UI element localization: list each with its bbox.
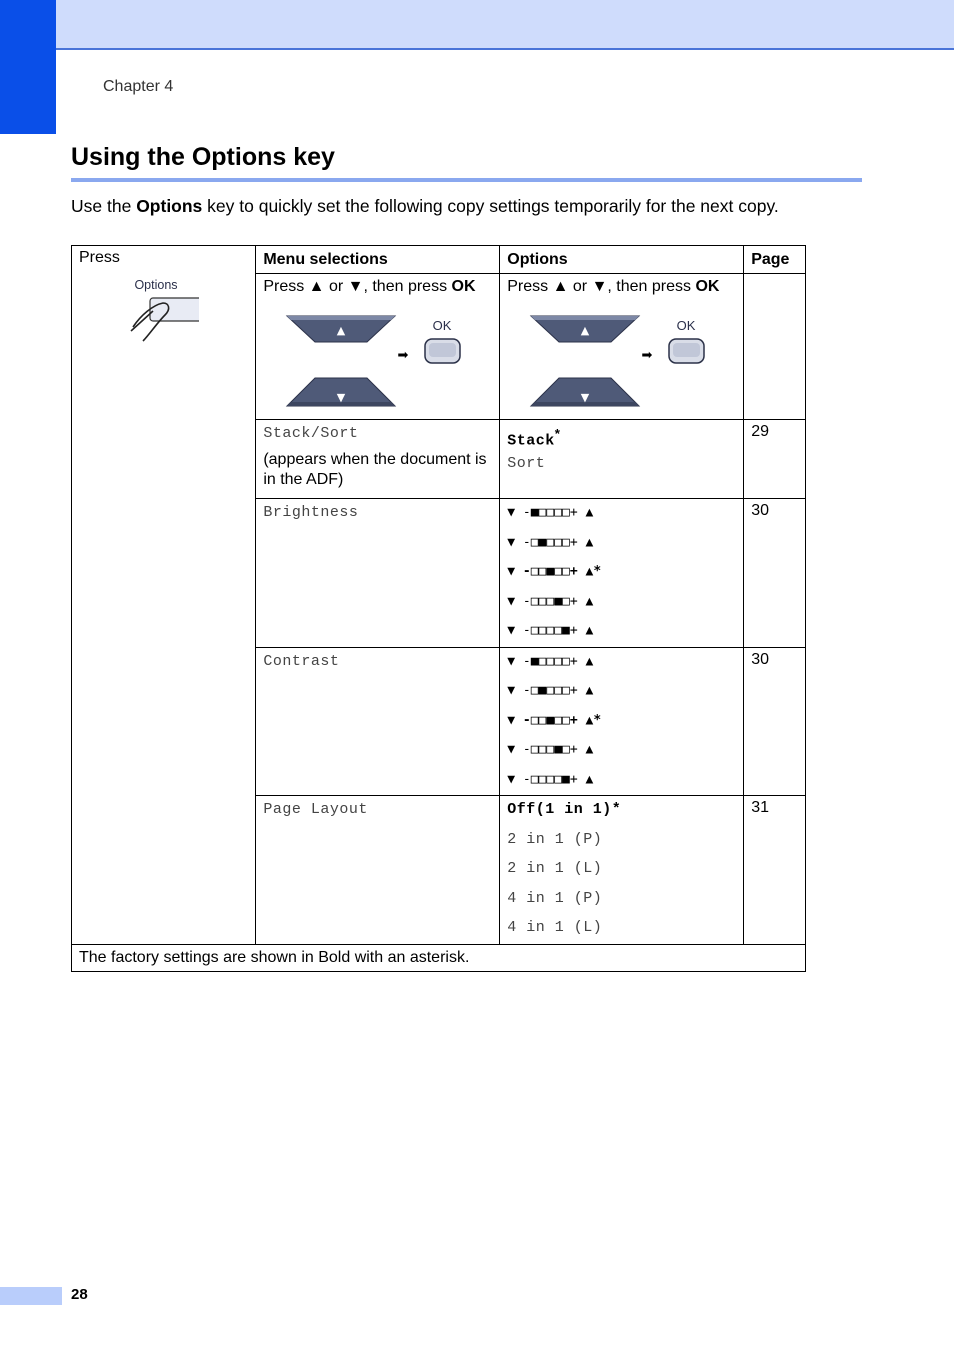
- navigation-keys-illustration-2: [507, 302, 717, 417]
- table-header-row: [72, 246, 806, 274]
- svg-text:▼: ▼: [581, 391, 590, 404]
- page-layout-option-4: 4 in 1 (L): [507, 919, 603, 936]
- page-layout-options-cell: [500, 796, 744, 945]
- stack-sort-menu: Stack/Sort: [263, 425, 359, 442]
- contrast-level-4: ▼ -□□□■□+ ▲: [507, 742, 594, 757]
- menu-instruction: Press ▲ or ▼, then press OK: [263, 278, 476, 295]
- header-press: [72, 246, 256, 945]
- contrast-level-5: ▼ -□□□□■+ ▲: [507, 771, 594, 787]
- footer-note-row: [72, 944, 806, 971]
- title-underline: [71, 178, 862, 182]
- header-options: Options: [500, 246, 744, 274]
- contrast-level-1: ▼ -■□□□□+ ▲: [507, 653, 594, 669]
- brightness-menu-cell: [256, 499, 500, 648]
- page-layout-page-cell: [744, 796, 806, 945]
- page-layout-option-3: 4 in 1 (P): [507, 889, 603, 907]
- contrast-page: 30: [751, 650, 769, 668]
- press-label: Press: [79, 249, 120, 266]
- navigation-keys-illustration: [263, 302, 473, 417]
- ok-key-label: OK: [432, 318, 452, 333]
- svg-text:OK: OK: [676, 318, 696, 333]
- brightness-page-cell: [744, 499, 806, 648]
- svg-text:▼: ▼: [337, 391, 346, 404]
- options-table: [71, 245, 806, 972]
- svg-text:▲: ▲: [581, 324, 590, 337]
- intro-key: Options: [136, 196, 203, 216]
- brightness-level-2: ▼ -□■□□□+ ▲: [507, 534, 594, 550]
- page-layout-menu-cell: [256, 796, 500, 945]
- options-instruction-cell: [500, 274, 744, 420]
- brightness-level-5: ▼ -□□□□■+ ▲: [507, 623, 594, 638]
- stack-sort-options-cell: [500, 420, 744, 499]
- page-number: 28: [71, 1286, 88, 1303]
- stack-sort-note: (appears when the document is in the ADF): [263, 450, 487, 488]
- brightness-level-3: ▼ -□□■□□+ ▲*: [507, 564, 602, 579]
- contrast-options-cell: [500, 647, 744, 796]
- page-layout-option-1: 2 in 1 (P): [507, 830, 603, 848]
- brightness-options-cell: [500, 499, 744, 648]
- option-sort: Sort: [507, 454, 546, 472]
- brightness-page: 30: [751, 502, 769, 519]
- instruction-page-cell: [744, 274, 806, 420]
- chapter-tab-block: [0, 0, 56, 134]
- option-stack: Stack*: [507, 426, 560, 450]
- contrast-menu: Contrast: [263, 652, 340, 670]
- brightness-level-4: ▼ -□□□■□+ ▲: [507, 593, 594, 609]
- header-page: Page: [744, 246, 806, 274]
- stack-sort-menu-cell: [256, 420, 500, 499]
- page-layout-menu: Page Layout: [263, 801, 368, 818]
- svg-text:➡: ➡: [397, 348, 409, 363]
- intro-suffix: key to quickly set the following copy settings temporarily for the next copy.: [202, 196, 779, 216]
- contrast-level-3: ▼ -□□■□□+ ▲*: [507, 712, 602, 728]
- svg-text:➡: ➡: [641, 348, 653, 363]
- page-layout-default: Off(1 in 1)*: [507, 801, 622, 818]
- options-instruction: Press ▲ or ▼, then press OK: [507, 278, 720, 295]
- contrast-page-cell: [744, 647, 806, 796]
- footer-note: The factory settings are shown in Bold with an asterisk.: [72, 944, 806, 971]
- header-menu: Menu selections: [256, 246, 500, 274]
- contrast-menu-cell: [256, 647, 500, 796]
- intro-prefix: Use the: [71, 196, 137, 216]
- page-number-badge: [0, 1287, 62, 1305]
- intro-paragraph: [71, 196, 779, 217]
- page-layout-option-2: 2 in 1 (L): [507, 860, 603, 877]
- options-key-icon: [79, 271, 199, 351]
- stack-sort-page: 29: [751, 423, 769, 440]
- chapter-label: Chapter 4: [103, 78, 174, 95]
- brightness-menu: Brightness: [263, 504, 359, 521]
- svg-text:▲: ▲: [337, 324, 346, 337]
- options-key-label: Options: [134, 278, 178, 292]
- section-title: Using the Options key: [71, 143, 335, 171]
- page-layout-page: 31: [751, 799, 769, 816]
- menu-instruction-cell: [256, 274, 500, 420]
- brightness-level-1: ▼ -■□□□□+ ▲: [507, 505, 594, 520]
- header-band: [0, 0, 954, 50]
- contrast-level-2: ▼ -□■□□□+ ▲: [507, 683, 594, 698]
- stack-sort-page-cell: [744, 420, 806, 499]
